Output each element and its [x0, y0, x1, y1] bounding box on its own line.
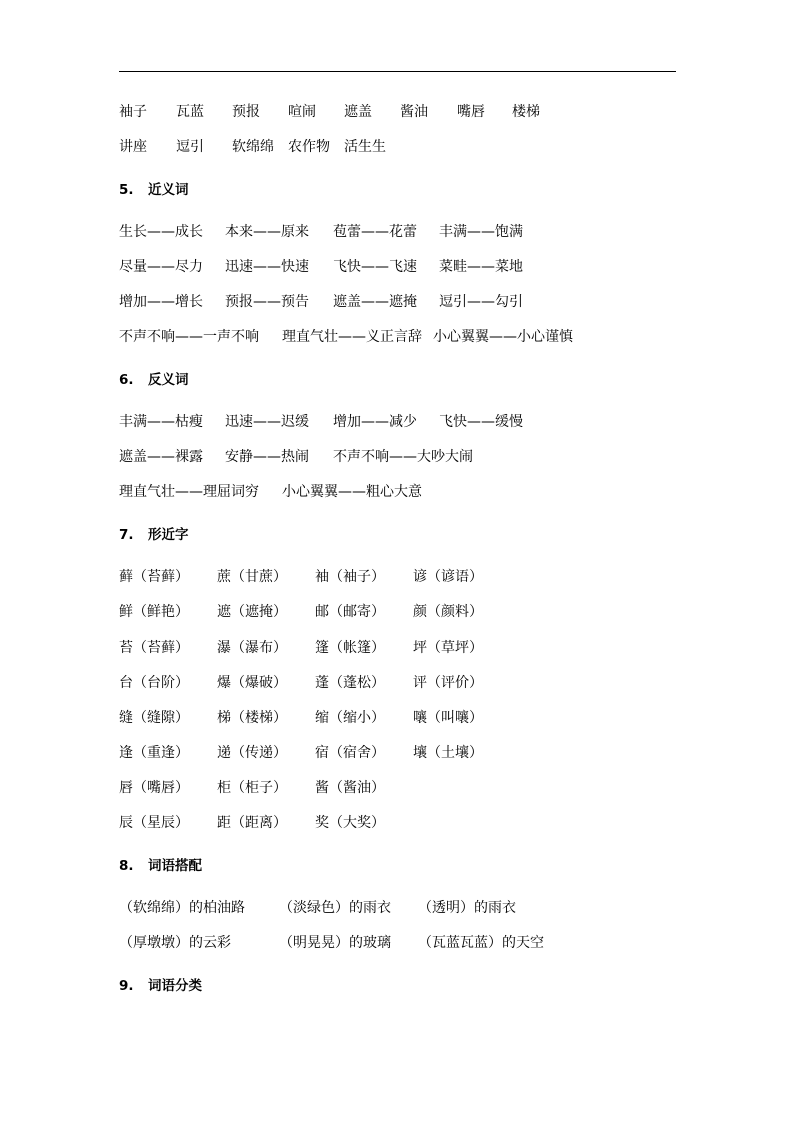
- text-cell: 邮（邮寄）: [315, 604, 385, 620]
- text-cell: 飞快——缓慢: [439, 414, 523, 430]
- text-cell: 柜（柜子）: [217, 780, 287, 796]
- text-cell: 评（评价）: [413, 675, 483, 691]
- text-cell: 梯（楼梯）: [217, 710, 287, 726]
- text-cell: 农作物: [288, 139, 330, 155]
- text-cell: 逗引——勾引: [439, 294, 523, 310]
- synonym-row: [0, 222, 794, 242]
- section-heading: [0, 525, 794, 545]
- text-cell: 迅速——快速: [225, 259, 309, 275]
- text-cell: 壤（土壤）: [413, 745, 483, 761]
- text-cell: 酱油: [400, 104, 428, 120]
- similar-char-row: [0, 708, 794, 728]
- antonym-row: [0, 482, 794, 502]
- collocation-row: [0, 898, 794, 918]
- text-cell: 预报——预告: [225, 294, 309, 310]
- text-cell: 丰满——饱满: [439, 224, 523, 240]
- similar-char-row: [0, 638, 794, 658]
- header-rule: [119, 71, 676, 72]
- similar-char-row: [0, 673, 794, 693]
- text-cell: 生长——成长: [119, 224, 203, 240]
- text-cell: 鲜（鲜艳）: [119, 604, 189, 620]
- section-title: 反义词: [148, 372, 189, 388]
- text-cell: 安静——热闹: [225, 449, 309, 465]
- text-cell: 瓦蓝: [176, 104, 204, 120]
- synonym-row: [0, 327, 794, 347]
- antonym-row: [0, 447, 794, 467]
- text-cell: 辰（星辰）: [119, 815, 189, 831]
- section-title: 形近字: [148, 527, 189, 543]
- similar-char-row: [0, 743, 794, 763]
- text-cell: 小心翼翼——粗心大意: [282, 484, 422, 500]
- text-cell: 台（台阶）: [119, 675, 189, 691]
- text-cell: 预报: [232, 104, 260, 120]
- section-title: 近义词: [148, 182, 189, 198]
- text-cell: 缩（缩小）: [315, 710, 385, 726]
- word-list-row: [0, 137, 794, 157]
- text-cell: 篷（帐篷）: [315, 640, 385, 656]
- text-cell: 逗引: [176, 139, 204, 155]
- text-cell: （软绵绵）的柏油路: [119, 900, 245, 916]
- text-cell: 酱（酱油）: [315, 780, 385, 796]
- text-cell: 奖（大奖）: [315, 815, 385, 831]
- text-cell: 坪（草坪）: [413, 640, 483, 656]
- text-cell: 喧闹: [288, 104, 316, 120]
- section-number: 8.: [119, 858, 134, 874]
- word-list-row: [0, 102, 794, 122]
- text-cell: 爆（爆破）: [217, 675, 287, 691]
- section-title: 词语分类: [148, 978, 202, 994]
- text-cell: （厚墩墩）的云彩: [119, 935, 231, 951]
- section-number: 6.: [119, 372, 134, 388]
- similar-char-row: [0, 567, 794, 587]
- section-heading: [0, 856, 794, 876]
- text-cell: （透明）的雨衣: [418, 900, 516, 916]
- text-cell: 软绵绵: [232, 139, 274, 155]
- text-cell: 距（距离）: [217, 815, 287, 831]
- text-cell: 增加——增长: [119, 294, 203, 310]
- text-cell: 递（传递）: [217, 745, 287, 761]
- text-cell: 本来——原来: [225, 224, 309, 240]
- text-cell: 逢（重逢）: [119, 745, 189, 761]
- text-cell: 讲座: [119, 139, 147, 155]
- similar-char-row: [0, 602, 794, 622]
- text-cell: 楼梯: [512, 104, 540, 120]
- text-cell: （明晃晃）的玻璃: [279, 935, 391, 951]
- text-cell: 小心翼翼——小心谨慎: [433, 329, 573, 345]
- text-cell: 宿（宿舍）: [315, 745, 385, 761]
- text-cell: 蓬（蓬松）: [315, 675, 385, 691]
- text-cell: 尽量——尽力: [119, 259, 203, 275]
- text-cell: 颜（颜料）: [413, 604, 483, 620]
- text-cell: 增加——减少: [333, 414, 417, 430]
- text-cell: 蔗（甘蔗）: [217, 569, 287, 585]
- text-cell: 飞快——飞速: [333, 259, 417, 275]
- section-number: 7.: [119, 527, 134, 543]
- section-title: 词语搭配: [148, 858, 202, 874]
- text-cell: 唇（嘴唇）: [119, 780, 189, 796]
- section-heading: [0, 180, 794, 200]
- synonym-row: [0, 292, 794, 312]
- similar-char-row: [0, 813, 794, 833]
- text-cell: 袖（袖子）: [315, 569, 385, 585]
- text-cell: 苞蕾——花蕾: [333, 224, 417, 240]
- collocation-row: [0, 933, 794, 953]
- text-cell: 苔（苔藓）: [119, 640, 189, 656]
- text-cell: 遮盖——遮掩: [333, 294, 417, 310]
- section-heading: [0, 976, 794, 996]
- text-cell: 活生生: [344, 139, 386, 155]
- text-cell: 理直气壮——理屈词穷: [119, 484, 259, 500]
- text-cell: 丰满——枯瘦: [119, 414, 203, 430]
- text-cell: 理直气壮——义正言辞: [282, 329, 422, 345]
- text-cell: 嚷（叫嚷）: [413, 710, 483, 726]
- text-cell: 谚（谚语）: [413, 569, 483, 585]
- section-number: 5.: [119, 182, 134, 198]
- text-cell: （瓦蓝瓦蓝）的天空: [418, 935, 544, 951]
- text-cell: 遮盖: [344, 104, 372, 120]
- text-cell: 缝（缝隙）: [119, 710, 189, 726]
- text-cell: 藓（苔藓）: [119, 569, 189, 585]
- similar-char-row: [0, 778, 794, 798]
- text-cell: 不声不响——大吵大闹: [333, 449, 473, 465]
- text-cell: 迅速——迟缓: [225, 414, 309, 430]
- text-cell: 袖子: [119, 104, 147, 120]
- section-number: 9.: [119, 978, 134, 994]
- text-cell: 遮盖——裸露: [119, 449, 203, 465]
- text-cell: （淡绿色）的雨衣: [279, 900, 391, 916]
- section-heading: [0, 370, 794, 390]
- antonym-row: [0, 412, 794, 432]
- text-cell: 遮（遮掩）: [217, 604, 287, 620]
- synonym-row: [0, 257, 794, 277]
- text-cell: 不声不响——一声不响: [119, 329, 259, 345]
- text-cell: 菜畦——菜地: [439, 259, 523, 275]
- text-cell: 瀑（瀑布）: [217, 640, 287, 656]
- text-cell: 嘴唇: [457, 104, 485, 120]
